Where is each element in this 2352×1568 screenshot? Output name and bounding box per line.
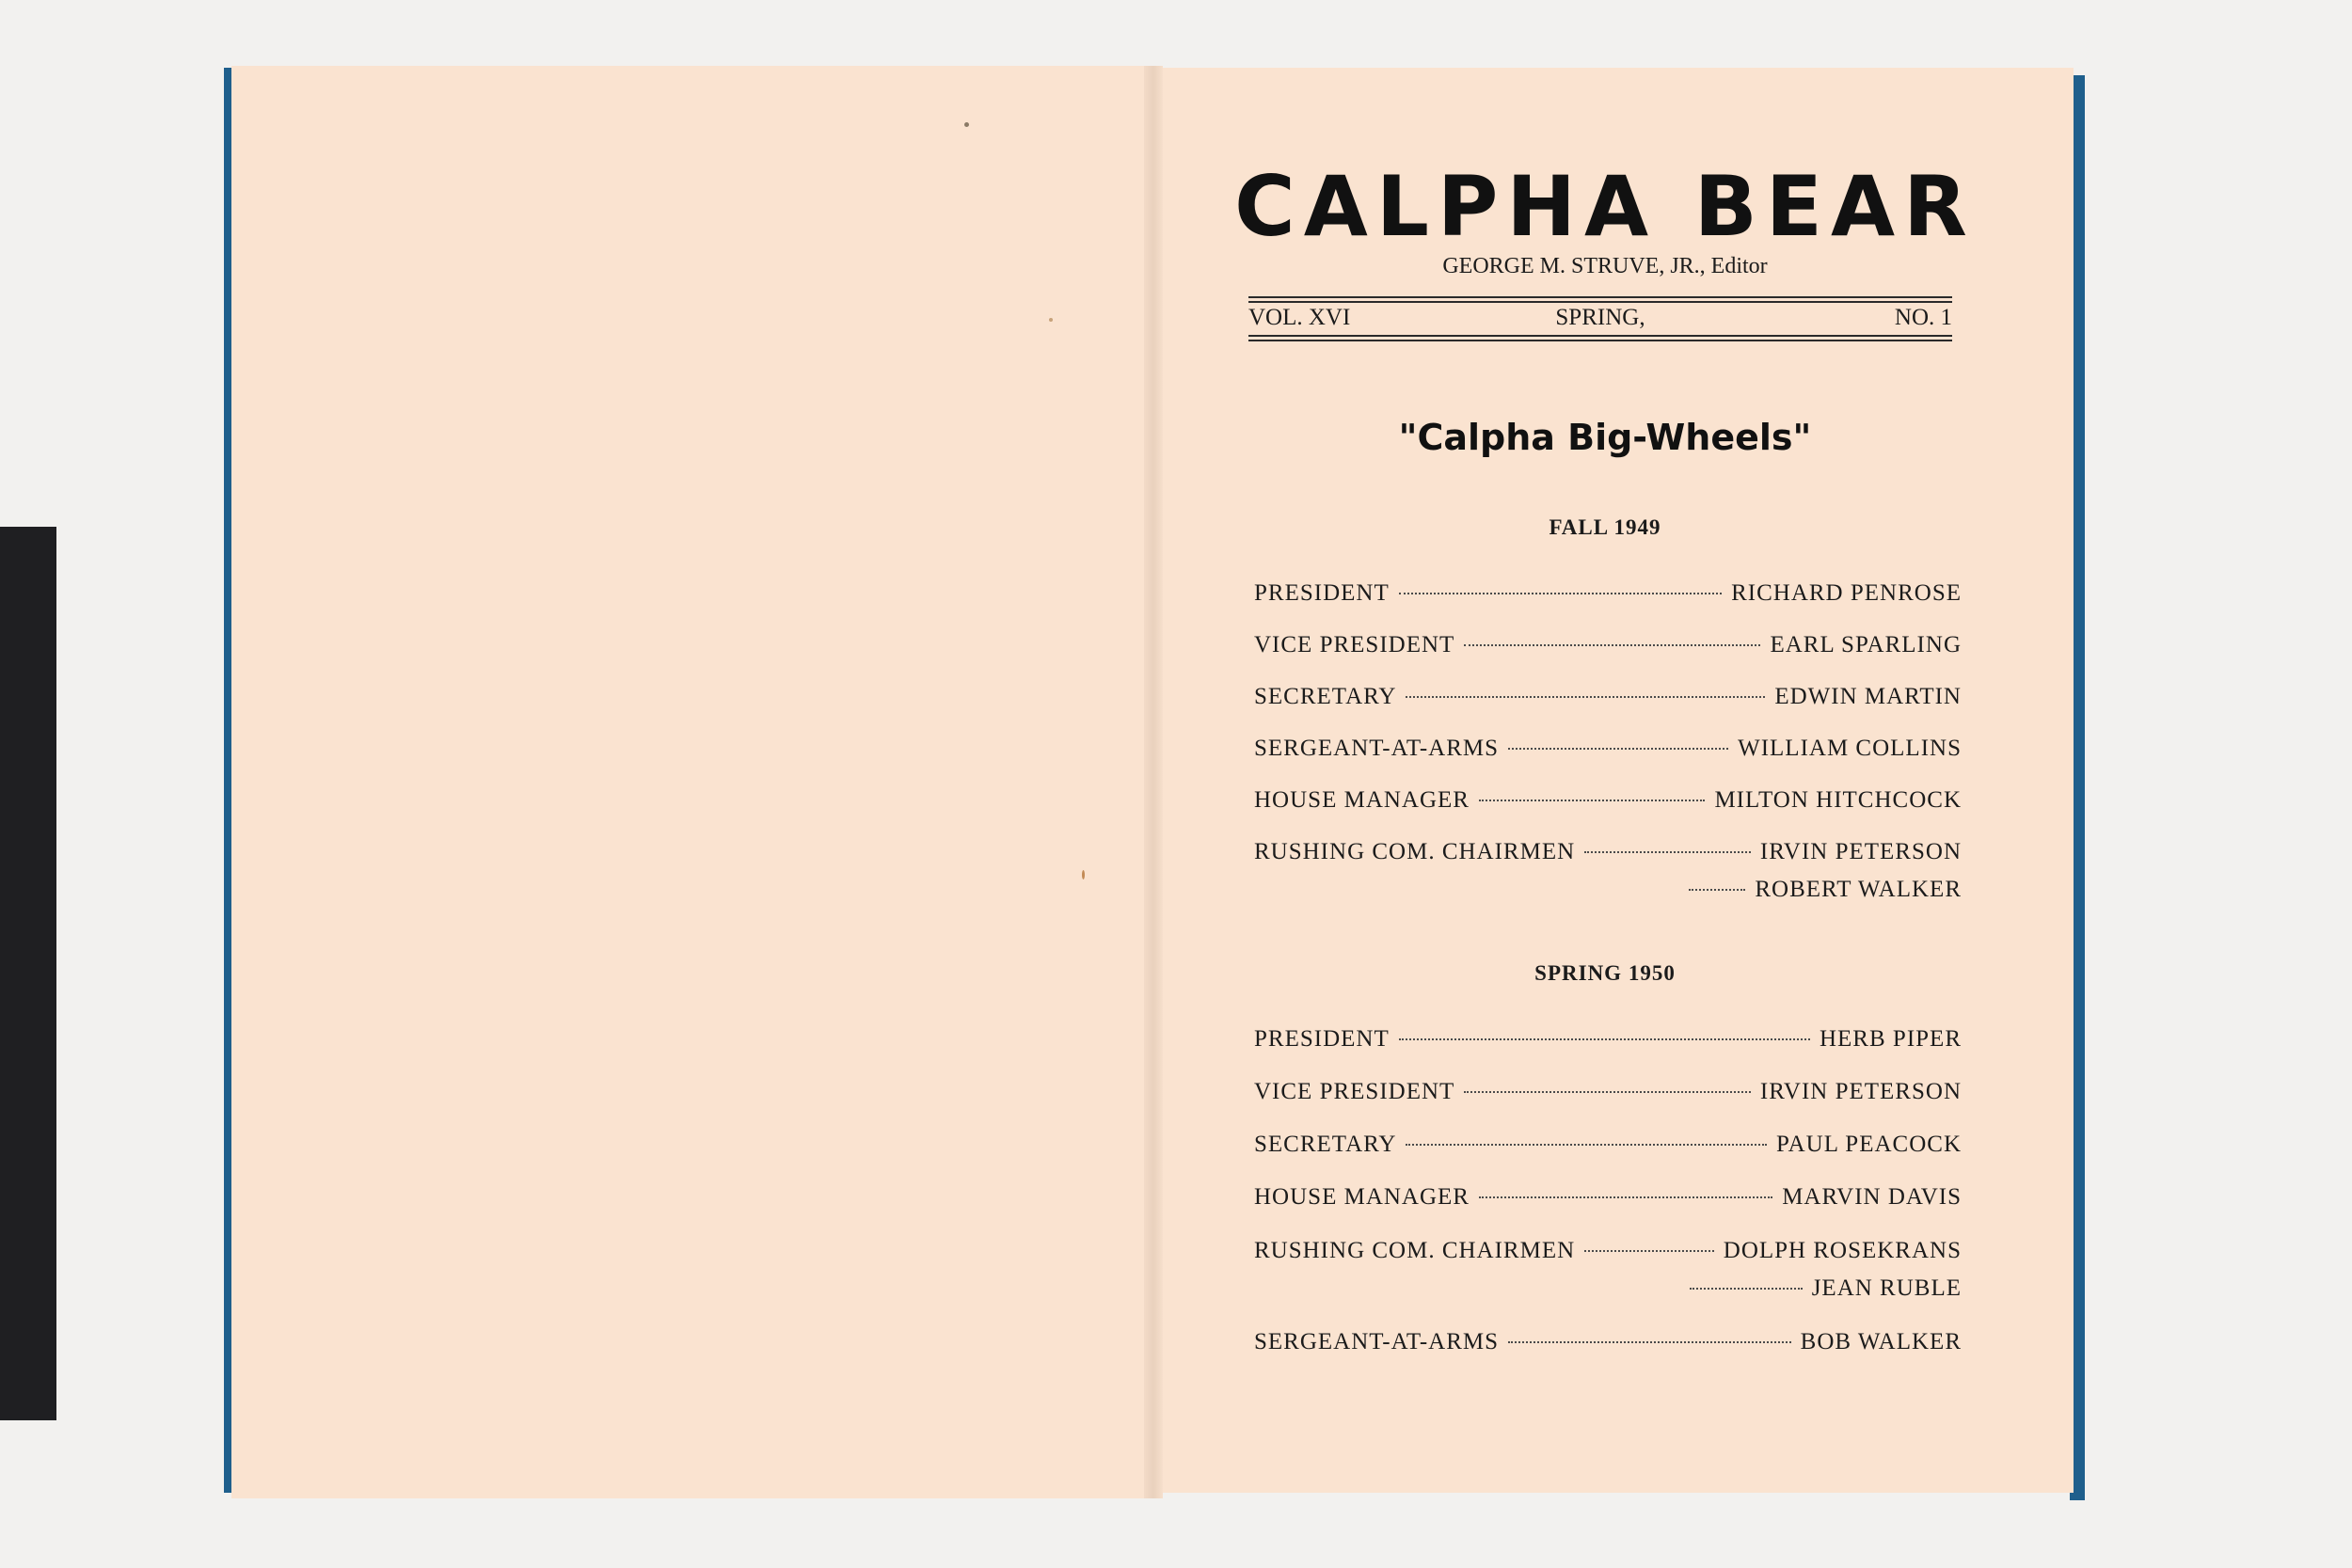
editor-line: GEORGE M. STRUVE, JR., Editor bbox=[1442, 254, 1768, 278]
masthead-rule-top-2 bbox=[1248, 301, 1952, 303]
officer-name: MILTON HITCHCOCK bbox=[1714, 787, 1962, 813]
officer-name: IRVIN PETERSON bbox=[1759, 839, 1962, 864]
officer-row bbox=[1254, 580, 1962, 612]
officer-row bbox=[1254, 1132, 1962, 1164]
dot-leader bbox=[1689, 889, 1745, 891]
volume-number: VOL. XVI bbox=[1248, 305, 1351, 330]
left-page bbox=[231, 66, 1152, 1498]
masthead-rule-bottom-2 bbox=[1248, 340, 1952, 341]
dot-leader bbox=[1508, 748, 1728, 750]
officer-name: DOLPH ROSEKRANS bbox=[1723, 1238, 1962, 1263]
dot-leader bbox=[1690, 1288, 1803, 1290]
officer-row bbox=[1254, 1275, 1962, 1307]
fall-term-heading: FALL 1949 bbox=[1549, 515, 1661, 539]
officer-name: HERB PIPER bbox=[1819, 1026, 1962, 1052]
officer-row bbox=[1254, 877, 1962, 909]
officer-row bbox=[1254, 839, 1962, 871]
dot-leader bbox=[1584, 851, 1751, 853]
issue-season: SPRING, bbox=[1555, 305, 1645, 330]
officer-role: SERGEANT-AT-ARMS bbox=[1254, 1329, 1500, 1354]
dot-leader bbox=[1406, 696, 1765, 698]
officer-role: PRESIDENT bbox=[1254, 580, 1390, 606]
masthead-title: CALPHA BEAR bbox=[1234, 158, 1976, 255]
officer-name: PAUL PEACOCK bbox=[1776, 1132, 1962, 1157]
officer-row bbox=[1254, 632, 1962, 664]
officer-role: SERGEANT-AT-ARMS bbox=[1254, 736, 1500, 761]
book-gutter bbox=[1144, 66, 1163, 1498]
officer-row bbox=[1254, 1079, 1962, 1111]
officer-role: RUSHING COM. CHAIRMEN bbox=[1254, 839, 1576, 864]
officer-name: EDWIN MARTIN bbox=[1774, 684, 1962, 709]
officer-role: HOUSE MANAGER bbox=[1254, 787, 1470, 813]
dot-leader bbox=[1479, 800, 1705, 801]
masthead-rule-top bbox=[1248, 296, 1952, 298]
officer-row bbox=[1254, 1184, 1962, 1216]
officer-name: BOB WALKER bbox=[1800, 1329, 1962, 1354]
officer-row bbox=[1254, 684, 1962, 716]
officer-row bbox=[1254, 1329, 1962, 1361]
officer-row bbox=[1254, 1026, 1962, 1058]
article-title: "Calpha Big-Wheels" bbox=[1398, 417, 1812, 458]
dot-leader bbox=[1406, 1144, 1767, 1146]
dot-leader bbox=[1464, 1091, 1751, 1093]
paper-speck bbox=[964, 122, 969, 127]
officer-role: VICE PRESIDENT bbox=[1254, 1079, 1455, 1104]
officer-row bbox=[1254, 787, 1962, 819]
spring-term-heading: SPRING 1950 bbox=[1534, 961, 1676, 985]
issue-number: NO. 1 bbox=[1894, 305, 1952, 330]
officer-role: VICE PRESIDENT bbox=[1254, 632, 1455, 657]
paper-speck bbox=[1082, 870, 1085, 879]
dot-leader bbox=[1479, 1196, 1772, 1198]
officer-name: ROBERT WALKER bbox=[1755, 877, 1962, 902]
dot-leader bbox=[1508, 1341, 1791, 1343]
dot-leader bbox=[1584, 1250, 1714, 1252]
officer-name: EARL SPARLING bbox=[1770, 632, 1962, 657]
officer-role: PRESIDENT bbox=[1254, 1026, 1390, 1052]
officer-row bbox=[1254, 736, 1962, 768]
officer-name: WILLIAM COLLINS bbox=[1738, 736, 1962, 761]
officer-role: SECRETARY bbox=[1254, 1132, 1397, 1157]
officer-name: RICHARD PENROSE bbox=[1731, 580, 1962, 606]
officer-role: RUSHING COM. CHAIRMEN bbox=[1254, 1238, 1576, 1263]
dot-leader bbox=[1399, 593, 1722, 594]
masthead-rule-bottom bbox=[1248, 335, 1952, 337]
officer-name: MARVIN DAVIS bbox=[1782, 1184, 1962, 1210]
officer-name: IRVIN PETERSON bbox=[1759, 1079, 1962, 1104]
volume-row bbox=[1248, 304, 1952, 332]
officer-role: SECRETARY bbox=[1254, 684, 1397, 709]
dot-leader bbox=[1399, 1038, 1810, 1040]
binder-strap bbox=[0, 527, 56, 1420]
dot-leader bbox=[1464, 644, 1760, 646]
officer-role: HOUSE MANAGER bbox=[1254, 1184, 1470, 1210]
officer-row bbox=[1254, 1238, 1962, 1270]
officer-name: JEAN RUBLE bbox=[1811, 1275, 1962, 1301]
paper-speck bbox=[1049, 318, 1053, 322]
